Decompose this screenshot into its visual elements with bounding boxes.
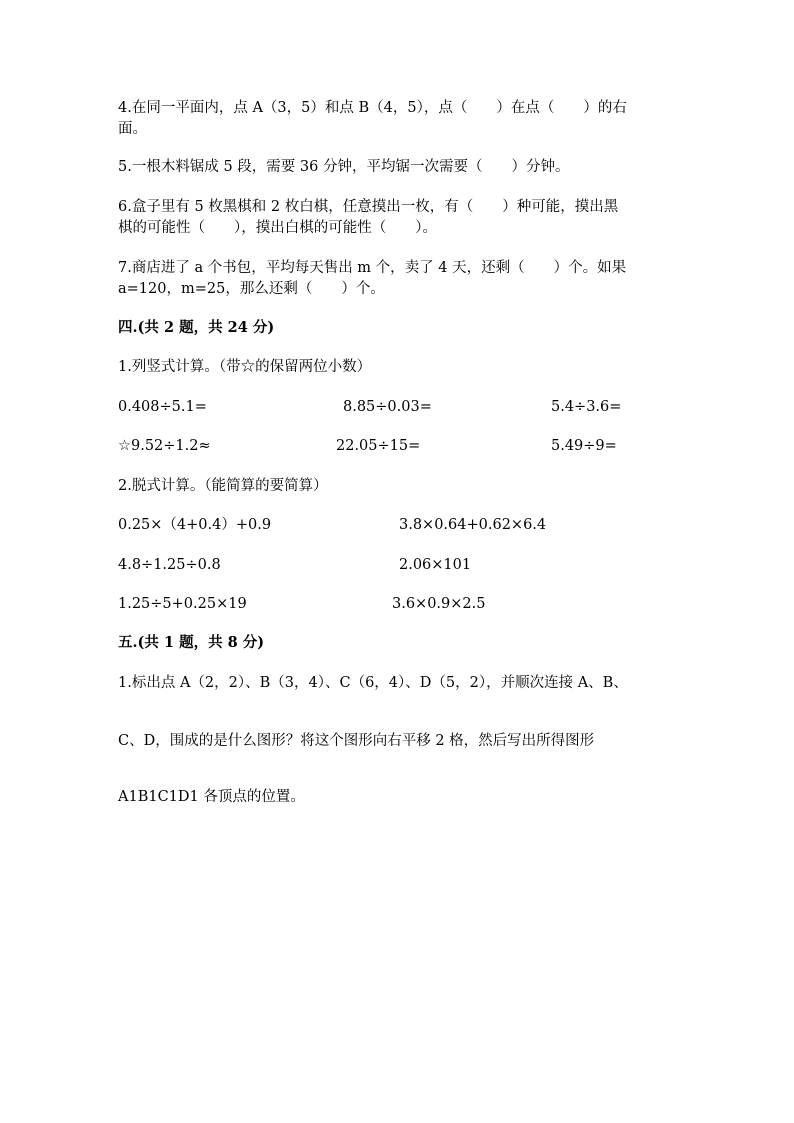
calc-item: 8.85÷0.03= xyxy=(343,399,432,415)
calc-item: 5.49÷9= xyxy=(551,438,617,454)
calc-item: 0.408÷5.1= xyxy=(118,399,207,415)
q6-line2: 棋的可能性（ ），摸出白棋的可能性（ ）。 xyxy=(118,220,437,236)
q5-line1: 5.一根木料锯成 5 段，需要 36 分钟，平均锯一次需要（ ）分钟。 xyxy=(118,159,570,175)
s4-q2-title: 2.脱式计算。（能简算的要简算） xyxy=(118,478,328,494)
s5-q1-line3: A1B1C1D1 各顶点的位置。 xyxy=(118,789,305,805)
calc-item: 5.4÷3.6= xyxy=(551,399,622,415)
calc-item: 2.06×101 xyxy=(399,557,472,573)
s4-q1-title: 1.列竖式计算。（带☆的保留两位小数） xyxy=(118,359,372,375)
s5-q1-line1: 1.标出点 A（2，2）、B（3，4）、C（6，4）、D（5，2），并顺次连接 A、B、 xyxy=(118,675,628,691)
section5-heading: 五.(共 1 题，共 8 分) xyxy=(118,634,265,651)
s5-q1-line2: C、D，围成的是什么图形？将这个图形向右平移 2 格，然后写出所得图形 xyxy=(118,733,595,749)
calc-item: 1.25÷5+0.25×19 xyxy=(118,596,247,612)
section4-heading: 四.(共 2 题，共 24 分) xyxy=(118,319,275,336)
calc-item: 3.8×0.64+0.62×6.4 xyxy=(399,517,547,533)
calc-item: 0.25×（4+0.4）+0.9 xyxy=(118,517,272,533)
calc-item: 22.05÷15= xyxy=(336,438,421,454)
q7-line2: a=120，m=25，那么还剩（ ）个。 xyxy=(118,281,385,297)
calc-item: 4.8÷1.25÷0.8 xyxy=(118,557,221,573)
q4-line2: 面。 xyxy=(118,121,147,137)
q4-line1: 4.在同一平面内，点 A（3，5）和点 B（4，5），点（ ）在点（ ）的右 xyxy=(118,100,627,116)
calc-item: 3.6×0.9×2.5 xyxy=(392,596,486,612)
q7-line1: 7.商店进了 a 个书包，平均每天售出 m 个，卖了 4 天，还剩（ ）个。如果 xyxy=(118,260,627,276)
q6-line1: 6.盒子里有 5 枚黑棋和 2 枚白棋，任意摸出一枚，有（ ）种可能，摸出黑 xyxy=(118,199,619,215)
calc-item: ☆9.52÷1.2≈ xyxy=(118,438,211,454)
